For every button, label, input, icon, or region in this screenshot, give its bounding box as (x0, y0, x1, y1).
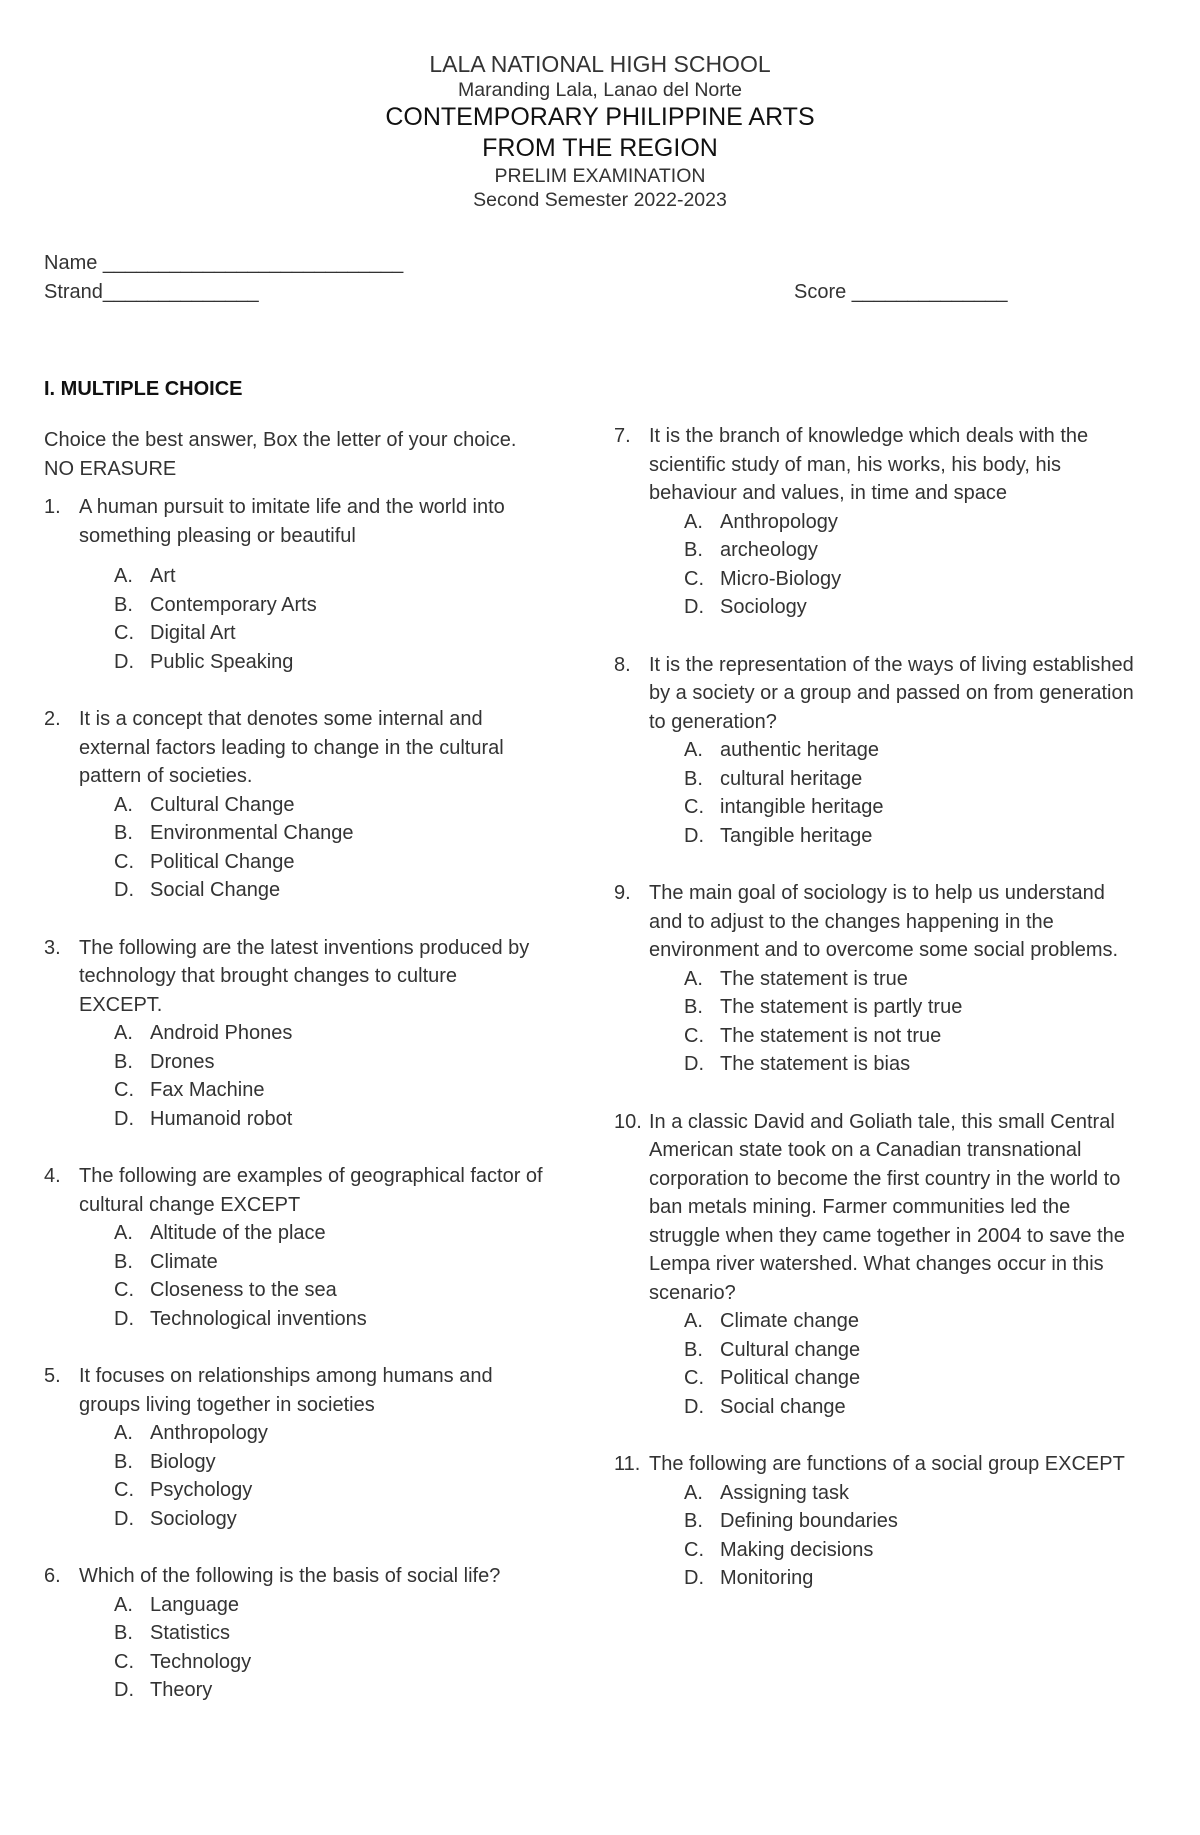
question (614, 1450, 1134, 1593)
choice-text: Climate change (720, 1310, 859, 1332)
question-text: The following are examples of geographical factor of cultural change EXCEPT (79, 1165, 543, 1216)
question (44, 493, 544, 676)
choice-letter[interactable]: D. (114, 1679, 134, 1701)
question-number: 7. (614, 425, 631, 447)
choice-text: Art (150, 565, 176, 587)
question-text: The following are functions of a social group EXCEPT (649, 1453, 1125, 1475)
choice-text: Defining boundaries (720, 1510, 898, 1532)
question-stem (44, 493, 544, 550)
choice-text: Android Phones (150, 1022, 293, 1044)
choice-text: Political Change (150, 850, 295, 873)
choice-letter[interactable]: C. (114, 1079, 134, 1101)
choice-letter[interactable]: A. (684, 739, 703, 761)
choice-text: intangible heritage (720, 796, 884, 818)
choice-letter[interactable]: A. (684, 1481, 703, 1504)
choice-list (44, 791, 544, 905)
choice-letter[interactable]: B. (114, 1050, 133, 1073)
answer-choice[interactable] (114, 1019, 544, 1048)
right-column (614, 422, 1134, 1593)
choice-text: Technological inventions (150, 1307, 367, 1330)
choice-letter[interactable]: D. (114, 650, 134, 673)
choice-text: Sociology (720, 596, 807, 618)
answer-choice[interactable] (114, 1048, 544, 1077)
choice-text: Statistics (150, 1622, 231, 1644)
choice-letter[interactable]: D. (114, 1507, 134, 1530)
answer-choice[interactable] (114, 1676, 544, 1705)
semester: Second Semester 2022-2023 (473, 189, 727, 211)
choice-text: The statement is partly true (720, 996, 963, 1018)
choice-letter[interactable]: C. (114, 622, 134, 644)
question (614, 879, 1134, 1079)
choice-letter[interactable]: C. (684, 796, 704, 818)
answer-choice[interactable] (684, 1336, 1134, 1365)
answer-choice[interactable] (114, 1476, 544, 1505)
exam-type: PRELIM EXAMINATION (494, 165, 706, 187)
choice-list (44, 1419, 544, 1533)
choice-letter[interactable]: C. (114, 1650, 134, 1673)
question-number: 4. (44, 1165, 61, 1187)
choice-letter[interactable]: D. (114, 1307, 134, 1330)
school-name: LALA NATIONAL HIGH SCHOOL (429, 51, 771, 77)
answer-choice[interactable] (684, 565, 1134, 594)
question-number: 3. (44, 936, 61, 959)
question-stem (44, 1562, 544, 1591)
answer-choice[interactable] (114, 1076, 544, 1105)
choice-text: Biology (150, 1450, 216, 1473)
question-text: In a classic David and Goliath tale, this small Central American state took on a Canadian transnational corporation to become the first country in the world to ban metals mining. Farmer communities led the struggle when they came together in 2004 to save the Lempa river watershed. What changes occur in this scenario? (649, 1110, 1125, 1304)
choice-letter[interactable]: A. (114, 1593, 133, 1616)
answer-choice[interactable] (684, 965, 1134, 994)
choice-letter[interactable]: A. (114, 1022, 133, 1044)
choice-text: Cultural Change (150, 793, 295, 816)
choice-text: Micro-Biology (720, 567, 842, 590)
answer-choice[interactable] (114, 848, 544, 877)
choice-text: Drones (150, 1050, 215, 1073)
choice-text: Political change (720, 1367, 861, 1389)
answer-choice[interactable] (684, 1479, 1134, 1508)
answer-choice[interactable] (114, 1619, 544, 1648)
choice-letter[interactable]: B. (684, 767, 703, 790)
answer-choice[interactable] (684, 1507, 1134, 1536)
answer-choice[interactable] (114, 1248, 544, 1277)
choice-list (44, 1219, 544, 1333)
exam-header (0, 50, 1200, 212)
choice-list (44, 1591, 544, 1705)
answer-choice[interactable] (114, 619, 544, 648)
choice-letter[interactable]: A. (684, 967, 703, 990)
choice-letter[interactable]: B. (684, 1510, 703, 1532)
question (44, 1162, 544, 1333)
choice-text: Making decisions (720, 1538, 874, 1561)
question-number: 2. (44, 708, 61, 730)
question-stem (614, 1108, 1134, 1308)
choice-text: The statement is not true (720, 1024, 942, 1047)
choice-letter[interactable]: C. (684, 1024, 704, 1047)
choice-text: cultural heritage (720, 767, 863, 790)
choice-text: Cultural change (720, 1338, 861, 1361)
question-text: The following are the latest inventions produced by technology that brought changes to culture EXCEPT. (79, 936, 530, 1016)
answer-choice[interactable] (114, 1419, 544, 1448)
question-number: 9. (614, 882, 631, 904)
choice-text: Anthropology (720, 510, 838, 533)
answer-choice[interactable] (114, 591, 544, 620)
choice-letter[interactable]: B. (114, 1250, 133, 1273)
question-text: It is the representation of the ways of living established by a society or a group and passed on from generation to generation? (649, 653, 1134, 733)
choice-text: Monitoring (720, 1567, 814, 1589)
choice-text: Fax Machine (150, 1079, 265, 1101)
question-number: 1. (44, 496, 61, 518)
answer-choice[interactable] (684, 822, 1134, 851)
choice-letter[interactable]: D. (684, 1053, 704, 1075)
choice-text: Public Speaking (150, 650, 294, 673)
answer-choice[interactable] (684, 1364, 1134, 1393)
left-column (44, 426, 544, 1705)
choice-text: Psychology (150, 1479, 253, 1501)
answer-choice[interactable] (684, 736, 1134, 765)
question-text: It focuses on relationships among humans and groups living together in societies (79, 1365, 493, 1416)
question-number: 10. (614, 1110, 642, 1133)
choice-text: authentic heritage (720, 739, 880, 761)
choice-letter[interactable]: A. (114, 1222, 133, 1244)
question-number: 11. (614, 1453, 641, 1475)
question (44, 1362, 544, 1533)
choice-letter[interactable]: D. (684, 596, 704, 618)
choice-text: Humanoid robot (150, 1107, 293, 1130)
answer-choice[interactable] (114, 1276, 544, 1305)
choice-text: Digital Art (150, 622, 236, 644)
answer-choice[interactable] (684, 593, 1134, 622)
strand-field[interactable]: Strand______________ (44, 281, 259, 303)
choice-text: Environmental Change (150, 822, 354, 844)
score-field[interactable]: Score ______________ (794, 281, 1008, 303)
choice-letter[interactable]: D. (684, 1395, 704, 1418)
question-text: A human pursuit to imitate life and the world into something pleasing or beautiful (79, 496, 505, 547)
choice-letter[interactable]: C. (684, 1538, 704, 1561)
answer-choice[interactable] (684, 1022, 1134, 1051)
choice-text: Anthropology (150, 1422, 268, 1444)
choice-text: Altitude of the place (150, 1222, 326, 1244)
choice-letter[interactable]: D. (114, 879, 134, 901)
choice-letter[interactable]: A. (684, 1310, 703, 1332)
choice-list (614, 965, 1134, 1079)
question-number: 5. (44, 1365, 61, 1387)
answer-choice[interactable] (684, 1536, 1134, 1565)
choice-letter[interactable]: B. (114, 1622, 133, 1644)
choice-letter[interactable]: C. (684, 567, 704, 590)
answer-choice[interactable] (114, 1648, 544, 1677)
question-stem (44, 1162, 544, 1219)
question (44, 705, 544, 905)
question-text: Which of the following is the basis of social life? (79, 1565, 501, 1587)
choice-text: Contemporary Arts (150, 593, 317, 616)
answer-choice[interactable] (684, 793, 1134, 822)
choice-list (614, 736, 1134, 850)
choice-letter[interactable]: A. (114, 793, 133, 816)
choice-text: The statement is bias (720, 1053, 911, 1075)
answer-choice[interactable] (684, 1564, 1134, 1593)
question-stem (614, 879, 1134, 965)
question-stem (44, 934, 544, 1020)
choice-letter[interactable]: D. (684, 1567, 704, 1589)
choice-text: Assigning task (720, 1481, 849, 1504)
question-stem (614, 1450, 1134, 1479)
choice-letter[interactable]: C. (114, 850, 134, 873)
question-stem (44, 705, 544, 791)
answer-choice[interactable] (684, 1307, 1134, 1336)
name-field[interactable]: Name ___________________________ (44, 252, 404, 274)
question-text: It is the branch of knowledge which deals with the scientific study of man, his works, his body, his behaviour and values, in time and space (649, 425, 1089, 504)
answer-choice[interactable] (684, 993, 1134, 1022)
question (44, 1562, 544, 1705)
answer-choice[interactable] (684, 536, 1134, 565)
choice-letter[interactable]: A. (114, 565, 133, 587)
subject-title-line1: CONTEMPORARY PHILIPPINE ARTS (385, 103, 815, 131)
answer-choice[interactable] (114, 819, 544, 848)
answer-choice[interactable] (114, 1219, 544, 1248)
answer-choice[interactable] (114, 562, 544, 591)
answer-choice[interactable] (684, 765, 1134, 794)
choice-letter[interactable]: C. (114, 1479, 134, 1501)
choice-letter[interactable]: B. (114, 822, 133, 844)
choice-text: Theory (150, 1679, 213, 1701)
question (614, 422, 1134, 622)
answer-choice[interactable] (114, 1305, 544, 1334)
choice-text: Sociology (150, 1507, 237, 1530)
choice-text: Closeness to the sea (150, 1279, 337, 1301)
choice-letter[interactable]: B. (684, 1338, 703, 1361)
choice-letter[interactable]: D. (684, 824, 704, 847)
answer-choice[interactable] (114, 1448, 544, 1477)
question (44, 934, 544, 1134)
choice-list (44, 562, 544, 676)
choice-text: archeology (720, 539, 818, 561)
question-stem (614, 422, 1134, 508)
question-number: 8. (614, 653, 631, 676)
choice-letter[interactable]: A. (114, 1422, 133, 1444)
answer-choice[interactable] (114, 1105, 544, 1134)
answer-choice[interactable] (114, 791, 544, 820)
school-address: Maranding Lala, Lanao del Norte (457, 79, 743, 101)
choice-text: The statement is true (720, 967, 908, 990)
answer-choice[interactable] (114, 648, 544, 677)
choice-list (614, 1479, 1134, 1593)
answer-choice[interactable] (114, 1591, 544, 1620)
choice-list (614, 1307, 1134, 1421)
choice-text: Social Change (150, 879, 281, 901)
question (614, 651, 1134, 851)
question-text: It is a concept that denotes some internal and external factors leading to change in the cultural pattern of societies. (79, 708, 504, 787)
subject-title-line2: FROM THE REGION (482, 134, 718, 162)
choice-text: Tangible heritage (720, 824, 873, 847)
question-stem (44, 1362, 544, 1419)
choice-text: Language (150, 1593, 239, 1616)
choice-text: Climate (150, 1250, 218, 1273)
choice-list (614, 508, 1134, 622)
answer-choice[interactable] (684, 1050, 1134, 1079)
choice-letter[interactable]: C. (114, 1279, 134, 1301)
choice-letter[interactable]: B. (114, 1450, 133, 1473)
choice-letter[interactable]: B. (684, 996, 703, 1018)
question-stem (614, 651, 1134, 737)
answer-choice[interactable] (684, 508, 1134, 537)
question-text: The main goal of sociology is to help us understand and to adjust to the changes happening in the environment and to overcome some social problems. (649, 882, 1119, 961)
choice-text: Technology (150, 1650, 252, 1673)
answer-choice[interactable] (114, 876, 544, 905)
question-number: 6. (44, 1565, 61, 1587)
choice-letter[interactable]: A. (684, 510, 703, 533)
choice-letter[interactable]: B. (114, 593, 133, 616)
choice-list (44, 1019, 544, 1133)
section-title: I. MULTIPLE CHOICE (44, 378, 243, 400)
answer-choice[interactable] (114, 1505, 544, 1534)
instructions: Choice the best answer, Box the letter of your choice. NO ERASURE (44, 429, 517, 480)
choice-letter[interactable]: D. (114, 1107, 134, 1130)
spacer (44, 550, 544, 562)
answer-choice[interactable] (684, 1393, 1134, 1422)
choice-letter[interactable]: B. (684, 539, 703, 561)
question (614, 1108, 1134, 1422)
choice-letter[interactable]: C. (684, 1367, 704, 1389)
choice-text: Social change (720, 1395, 846, 1418)
